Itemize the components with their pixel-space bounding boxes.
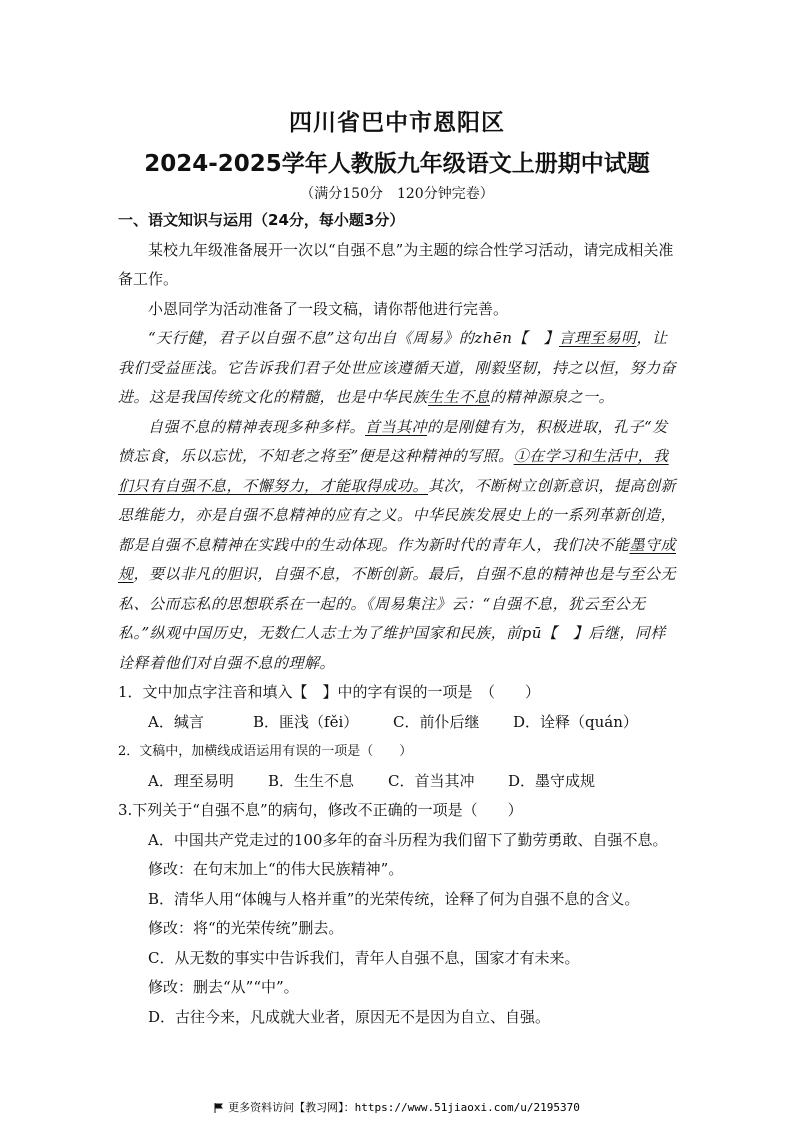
passage-text: ，要以非凡的胆识，自强不息，不断创新。最后，自强不息的精神也是与至公无私、公而忘私的思想联系在一起的。《周易集注》云：“自强不息，犹云至公无私。”纵观中国历史，无数仁人志士为了维护国家和民族，前pū【 】后继，同样诠释着他们对自强不息的理解。 [118, 565, 677, 672]
question-3-stem: 3.下列关于“自强不息”的病句，修改不正确的一项是（ ） [118, 801, 523, 819]
passage-text: 其次，不断树立创新意识，提高创新思维能力，亦是自强不息精神的应有之义。中华民族发展史上的一系列革新创造，都是自强不息精神在实践中的生动体现。作为新时代的青年人，我们决不能 [118, 476, 677, 554]
question-3-item: D．古往今来，凡成就大业者，原因无不是因为自立、自强。 [148, 1007, 551, 1026]
question-3-item: C．从无数的事实中告诉我们，青年人自强不息，国家才有未来。 [148, 948, 580, 967]
question-3-item: 修改：在句末加上“的伟大民族精神”。 [148, 860, 404, 878]
option-b: B．匪浅（fěi） [253, 712, 359, 731]
title-line-2: 2024-2025学年人教版九年级语文上册期中试题 [144, 151, 650, 177]
title-line-1: 四川省巴中市恩阳区 [289, 110, 505, 136]
passage-text: 的精神源泉之一。 [490, 388, 615, 406]
passage-text: “天行健，君子以自强不息”这句出自《周易》的zhēn【 】 [148, 329, 559, 347]
passage-paragraph-2 [118, 413, 678, 679]
passage-paragraph-1 [118, 324, 678, 413]
question-3-item: 修改：将“的光荣传统”删去。 [148, 919, 344, 937]
option-a: A．理至易明 [148, 771, 234, 790]
footer-text: 更多资料访问【教习网】：https://www.51jiaoxi.com/u/2195370 [228, 1101, 580, 1114]
dotted-char: 匪 [180, 358, 196, 377]
exam-content [118, 206, 678, 1032]
question-3-item: B．清华人用“体魄与人格并重”的光荣传统，诠释了何为自强不息的含义。 [148, 889, 640, 908]
passage-text: 浅。它告诉我们君子处世应该遵循天道，刚毅坚韧，持之以恒，努力奋进。这是我国传统文化的精髓，也是中华民族 [118, 358, 677, 406]
question-1-options [118, 708, 678, 738]
underlined-phrase-2: 生生不息 [428, 388, 491, 406]
option-d: D．诠释（quán） [513, 712, 638, 731]
passage-text: 自强不息的精神表现多种多样。 [148, 417, 366, 436]
passage-text: 的是刚健有为，积极进取，孔子“发愤忘食，乐以忘忧，不知老之将至”便是这种精神的写照。 [118, 417, 668, 465]
flag-icon [214, 1103, 224, 1113]
question-3-item: 修改：删去“从”“中”。 [148, 978, 299, 996]
option-c: C．首当其冲 [388, 771, 475, 790]
option-b: B．生生不息 [268, 771, 355, 790]
intro-paragraph-2: 小恩同学为活动准备了一段文稿，请你帮他进行完善。 [148, 299, 509, 318]
underlined-phrase-1: 言理至易明 [558, 329, 637, 347]
option-c: C．前仆后继 [393, 712, 480, 731]
option-d: D．墨守成规 [508, 771, 596, 790]
subtitle: （满分150分 120分钟完卷） [300, 186, 494, 202]
intro-paragraph-1: 某校九年级准备展开一次以“自强不息”为主题的综合性学习活动，请完成相关准备工作。 [118, 240, 674, 288]
underlined-phrase-4: 墨守成规 [118, 535, 677, 583]
question-1-stem: 1．文中加点字注音和填入【 】中的字有误的一项是 （ ） [118, 683, 541, 701]
underlined-sentence-1: ①在学习和生活中，我们只有自强不息，不懈努力，才能取得成功。 [118, 447, 669, 495]
option-a: A．缄言 [148, 712, 204, 731]
underlined-phrase-3: 首当其冲 [365, 417, 428, 436]
question-2-options [118, 767, 678, 797]
passage-text: ，让我们受益 [118, 329, 668, 377]
question-2-stem: 2．文稿中，加横线成语运用有误的一项是（ ） [118, 744, 413, 759]
section-heading: 一、语文知识与运用（24分，每小题3分） [118, 211, 405, 229]
question-3-item: A．中国共产党走过的100多年的奋斗历程为我们留下了勤劳勇敢、自强不息。 [148, 830, 668, 849]
footer-link[interactable] [0, 1099, 794, 1115]
